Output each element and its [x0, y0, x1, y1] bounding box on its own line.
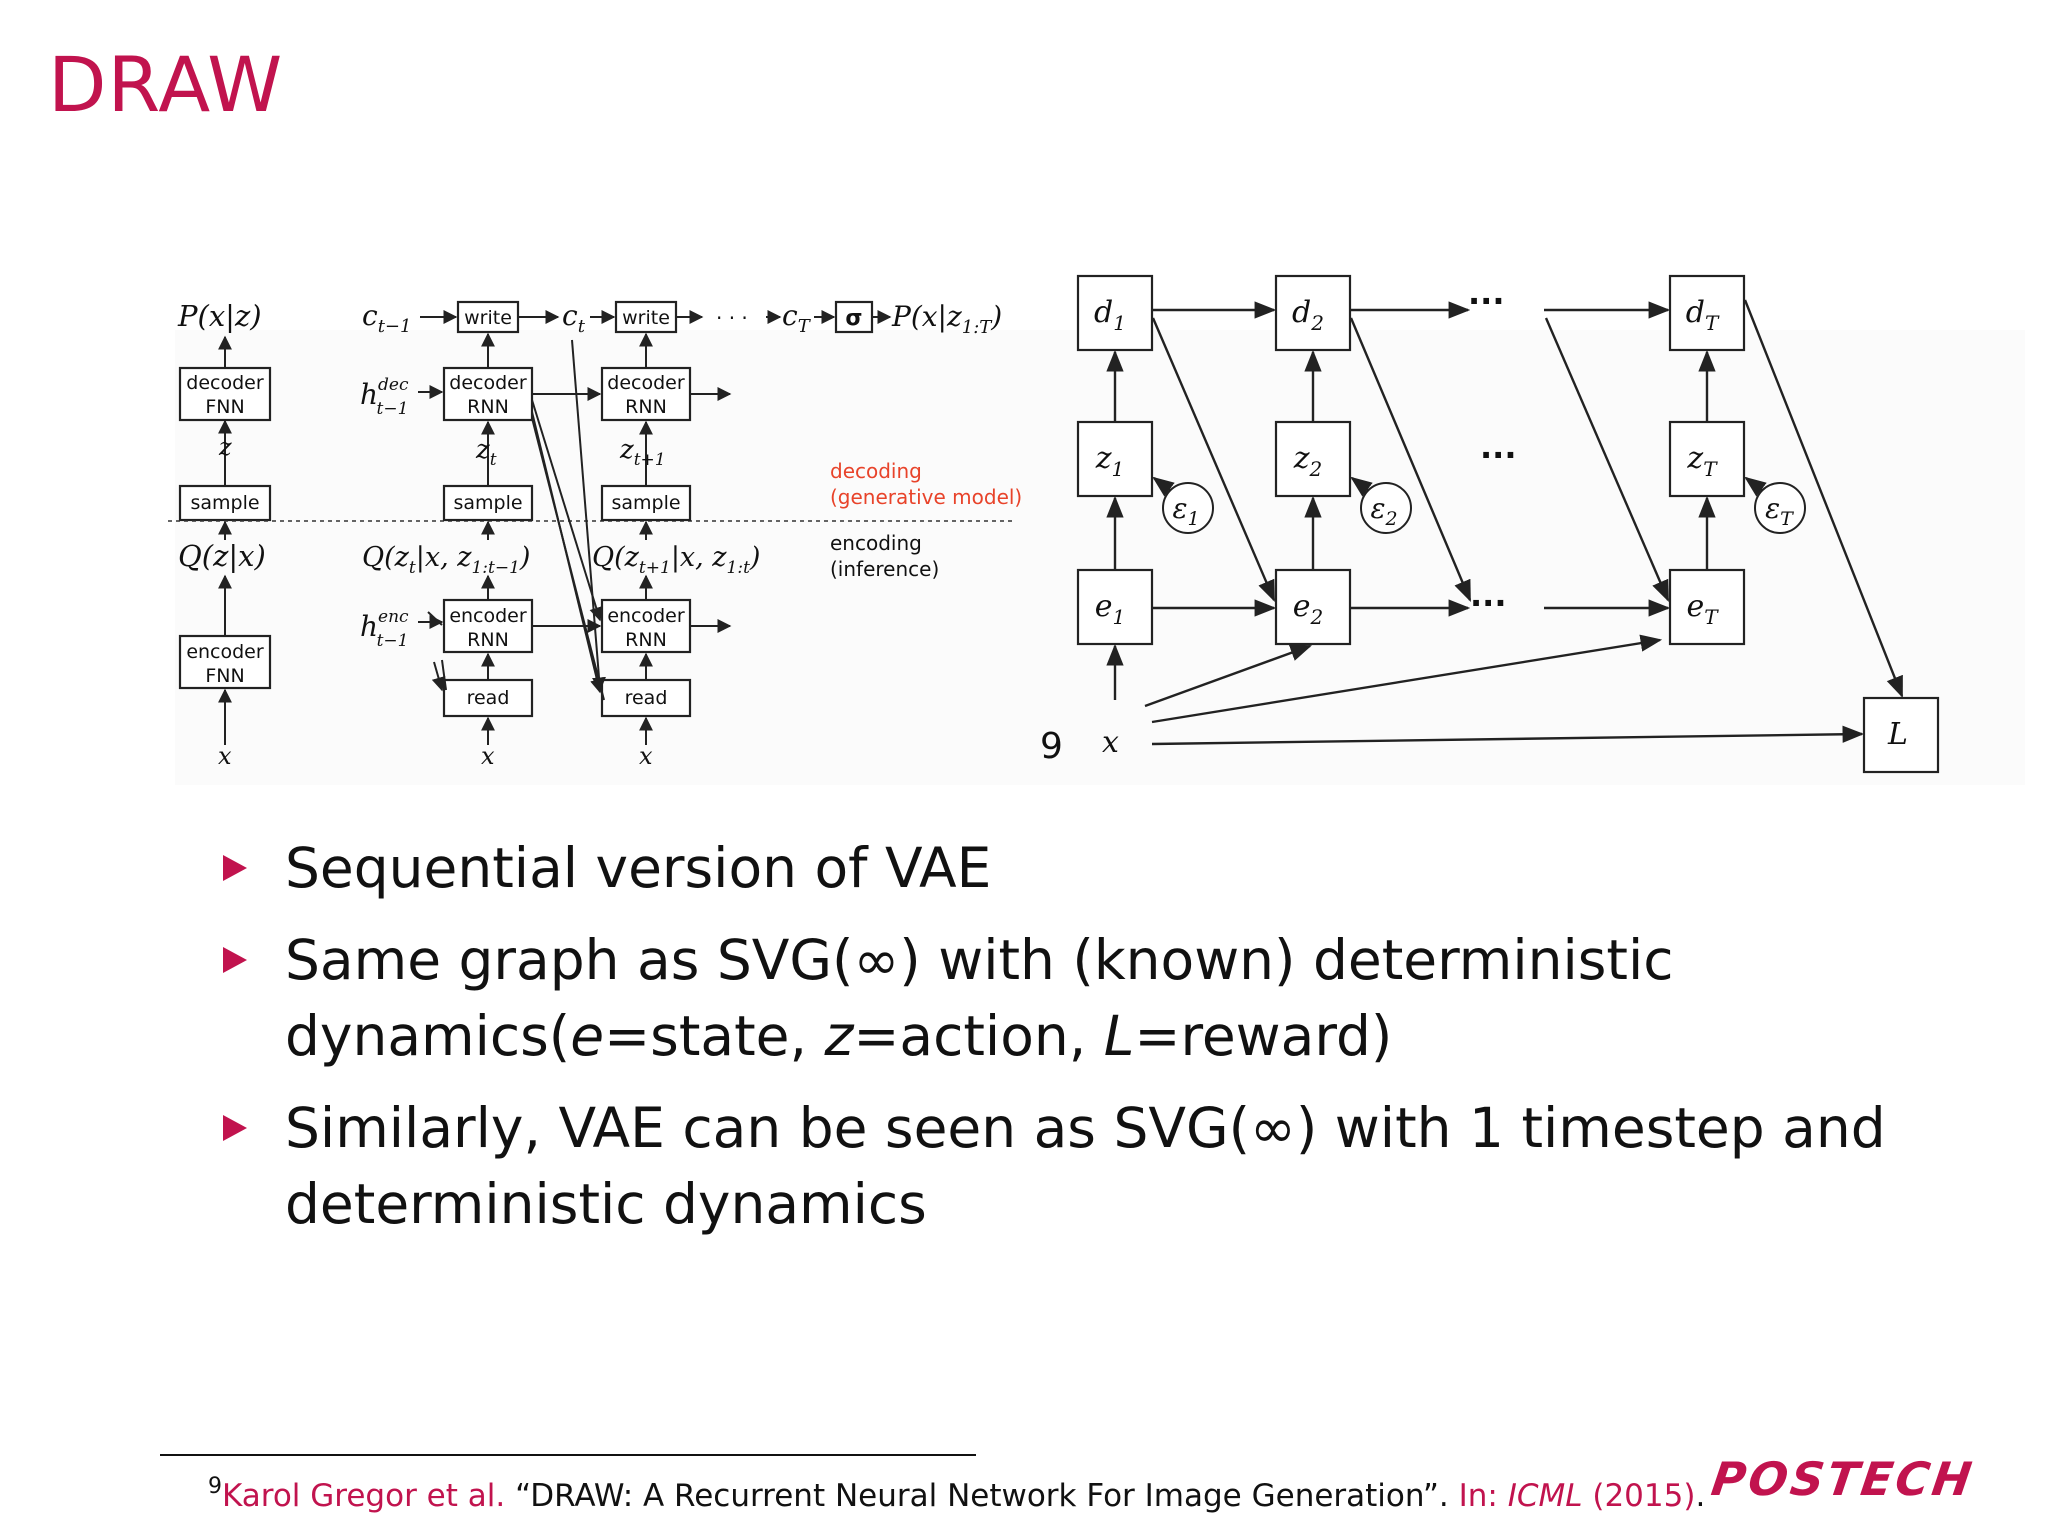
bullet-item-3 [215, 1090, 1935, 1242]
encoder-rnn-label-1a: encoder [449, 605, 527, 627]
encoding-label-1: encoding [830, 531, 922, 555]
vae-x-label: x [218, 742, 232, 770]
node-d2-label: $d_2$ [1292, 295, 1324, 335]
footnote [208, 1474, 1706, 1514]
decoder-rnn-label-2a: decoder [607, 372, 685, 394]
encoder-rnn-label-2b: RNN [625, 629, 667, 651]
node-eT-label: $e_T$ [1686, 589, 1718, 629]
node-eps1-label: $\varepsilon_1$ [1172, 492, 1200, 530]
c-dots: · · · [716, 306, 748, 330]
h-enc-label: $h^{enc}$ t−1 [360, 607, 409, 651]
draw-sample-label-2: sample [611, 492, 681, 514]
encoder-rnn-label-1b: RNN [467, 629, 509, 651]
dots-d-row: ··· [1468, 282, 1505, 320]
bullet-text-2d: =reward) [1134, 1004, 1393, 1068]
vae-p-label: P(x|z) [178, 299, 262, 333]
bullet-var-z: z [824, 1004, 854, 1068]
footnote-mark-9: 9 [1040, 726, 1063, 767]
footnote-authors[interactable]: Karol Gregor et al. [222, 1478, 506, 1514]
write-label-2: write [622, 307, 670, 329]
draw-x-label-1: x [481, 742, 495, 770]
p-out-label: $P(x|z_{1:T})$ [892, 300, 1003, 338]
c-t-label: $c_t$ [562, 299, 585, 337]
decoding-label-1: decoding [830, 459, 922, 483]
vae-decoder-label-1: decoder [186, 372, 264, 394]
node-e1-label: $e_1$ [1094, 589, 1126, 629]
bullet-var-L: L [1103, 1004, 1135, 1068]
bullet-text-2a: Same graph as SVG(∞) with (known) deterministic dynamics( [285, 928, 1674, 1068]
footnote-end: . [1695, 1478, 1706, 1514]
footnote-rule [160, 1454, 976, 1456]
slide-title: DRAW [48, 40, 284, 129]
svg-graph-diagram [1040, 276, 1938, 772]
footnote-year: (2015) [1582, 1478, 1696, 1514]
node-z2-label: $z_2$ [1293, 441, 1323, 481]
footnote-in: In: [1458, 1478, 1508, 1514]
postech-logo: POSTECH [1708, 1452, 1978, 1506]
vae-q-label: Q(z|x) [178, 539, 266, 573]
c-prev-label: $c_{t-1}$ [362, 299, 412, 337]
decoder-rnn-label-1a: decoder [449, 372, 527, 394]
node-z1-label: $z_1$ [1095, 441, 1125, 481]
bullet-text-2c: =action, [853, 1004, 1104, 1068]
encoder-rnn-label-2a: encoder [607, 605, 685, 627]
node-L-label: L [1888, 717, 1908, 752]
vae-encoder-label-2: FNN [205, 665, 245, 687]
node-e2-label: $e_2$ [1292, 589, 1324, 629]
bullet-item-1 [215, 830, 1935, 906]
sigma-label: σ [845, 306, 863, 331]
vae-encoder-label-1: encoder [186, 641, 264, 663]
bullet-marker-icon [223, 947, 247, 973]
decoding-label-2: (generative model) [830, 485, 1023, 509]
bullet-marker-icon [223, 855, 247, 881]
encoding-label-2: (inference) [830, 557, 940, 581]
z-t1-label: $z_{t+1}$ [620, 435, 666, 470]
node-zT-label: $z_T$ [1687, 441, 1717, 481]
vae-decoder-label-2: FNN [205, 396, 245, 418]
bullet-marker-icon [223, 1115, 247, 1141]
read-label-1: read [466, 687, 510, 709]
node-d1-label: $d_1$ [1094, 295, 1126, 335]
dots-z-row: ··· [1480, 436, 1517, 474]
read-label-2: read [624, 687, 668, 709]
footnote-number: 9 [208, 1474, 222, 1499]
node-eps2-label: $\varepsilon_2$ [1370, 492, 1398, 530]
vae-z-label: z [219, 433, 232, 461]
node-dT-label: $d_T$ [1685, 295, 1719, 335]
write-label-1: write [464, 307, 512, 329]
vae-diagram [177, 299, 270, 770]
bullet-var-e: e [570, 1004, 605, 1068]
draw-x-label-2: x [639, 742, 653, 770]
q-t-label: $Q(z_t|x$, $z_{1:t-1}$) [362, 542, 531, 578]
z-t-label: $z_t$ [476, 435, 497, 470]
node-x-label: x [1102, 725, 1119, 760]
vae-sample-label: sample [190, 492, 260, 514]
bullet-text-2b: =state, [604, 1004, 825, 1068]
decoder-rnn-label-1b: RNN [467, 396, 509, 418]
bullet-text-3: Similarly, VAE can be seen as SVG(∞) with 1 timestep and deterministic dynamics [285, 1096, 1886, 1236]
decoder-rnn-label-2b: RNN [625, 396, 667, 418]
h-dec-label: $h^{dec}$ t−1 [360, 375, 409, 419]
node-epsT-label: $\varepsilon_T$ [1765, 492, 1793, 530]
draw-sample-label-1: sample [453, 492, 523, 514]
c-T-label: $c_T$ [782, 299, 810, 337]
bullet-item-2 [215, 922, 1935, 1074]
bullet-list [215, 830, 1935, 1258]
bullet-text-1: Sequential version of VAE [285, 836, 992, 900]
q-t1-label: $Q(z_{t+1}|x$, $z_{1:t}$) [592, 542, 761, 578]
footnote-venue: ICML [1507, 1478, 1583, 1514]
footnote-title: “DRAW: A Recurrent Neural Network For Image Generation”. [505, 1478, 1459, 1514]
dots-e-row: ··· [1470, 584, 1507, 622]
